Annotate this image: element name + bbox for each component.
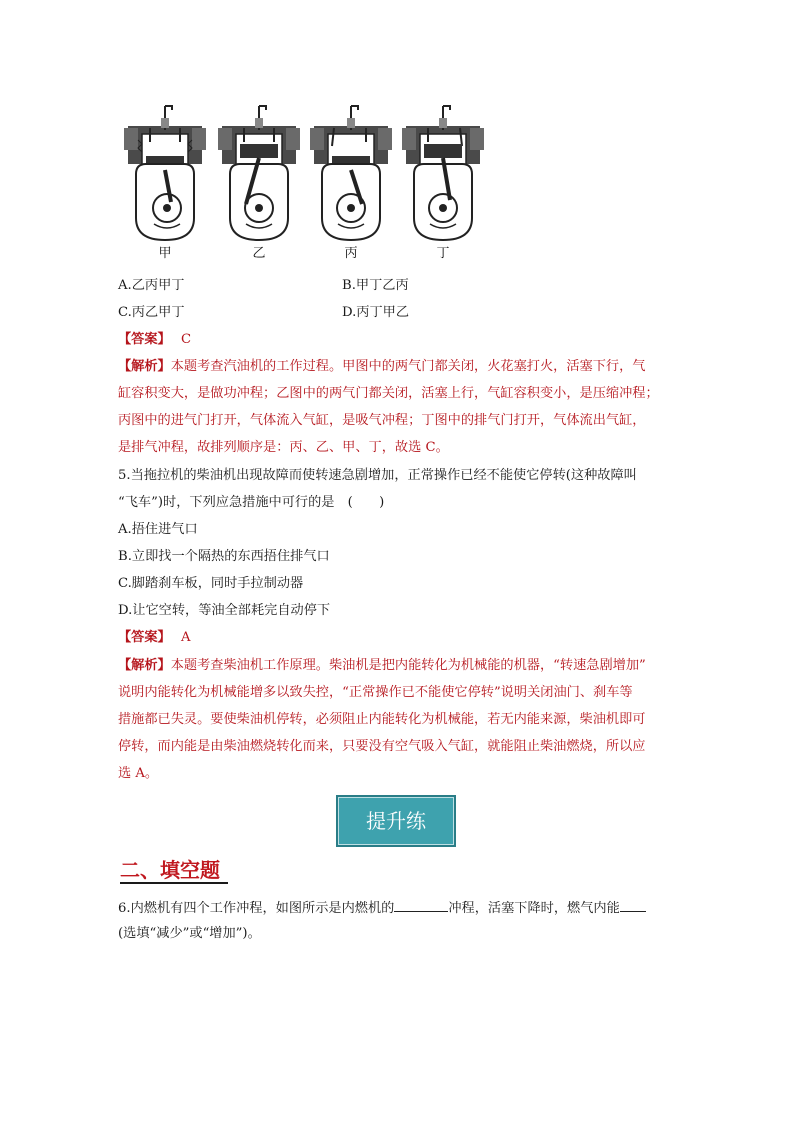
q6-text-b: 冲程，活塞下降时，燃气内能: [448, 901, 620, 916]
engine-diagram-ding: [400, 100, 486, 261]
q5-analysis-line-2: 说明内能转化为机械能增多以致失控，“正常操作已不能使它停转”说明关闭油门、刹车等: [118, 685, 633, 700]
q4-answer: [118, 330, 191, 350]
engine-label-jia: 甲: [158, 246, 172, 261]
q5-analysis-line-4: 停转，而内能是由柴油燃烧转化而来，只要没有空气吸入气缸，就能阻止柴油燃烧，所以应: [118, 739, 646, 754]
engine-label-yi: 乙: [252, 246, 266, 261]
q5-stem-line-1: 5.当拖拉机的柴油机出现故障而使转速急剧增加，正常操作已经不能使它停转(这种故障叫: [118, 468, 637, 483]
q4-analysis-tag: 【解析】: [118, 359, 171, 374]
q5-analysis-line-1: [118, 652, 678, 679]
engine-label-ding: 丁: [436, 246, 450, 261]
engine-stroke-figure: [118, 100, 478, 262]
q4-answer-value: C: [180, 332, 192, 347]
engine-diagram-yi: [216, 100, 302, 261]
q5-option-c: C.脚踏刹车板，同时手拉制动器: [118, 576, 304, 591]
q5-analysis-line-3: 措施都已失灵。要使柴油机停转，必须阻止内能转化为机械能，若无内能来源，柴油机即可: [118, 712, 646, 727]
engine-diagram-jia: [122, 100, 208, 261]
q4-analysis-line-1: [118, 353, 678, 380]
section-title-underline: [120, 882, 228, 884]
engine-yi-graphic: [216, 100, 302, 245]
q5-stem-line-2: “飞车”)时，下列应急措施中可行的是 ( ): [118, 495, 385, 510]
engine-jia-graphic: [122, 100, 208, 245]
q5-option-b: B.立即找一个隔热的东西捂住排气口: [118, 549, 330, 564]
q5-analysis: [118, 652, 678, 787]
engine-ding-graphic: [400, 100, 486, 245]
q5-answer-value: A: [180, 630, 191, 645]
q4-option-b: B.甲丁乙丙: [342, 278, 409, 293]
q5-analysis-text-1: 本题考查柴油机工作原理。柴油机是把内能转化为机械能的机器，“转速急剧增加”: [170, 658, 646, 673]
engine-bing-graphic: [308, 100, 394, 245]
q4-analysis-line-4: 是排气冲程，故排列顺序是：丙、乙、甲、丁，故选 C。: [118, 440, 449, 455]
q5-option-a: A.捂住进气口: [118, 522, 198, 537]
q4-analysis: [118, 353, 678, 461]
q6-blank-1[interactable]: [394, 897, 448, 912]
q5-analysis-tag: 【解析】: [118, 658, 171, 673]
q4-option-d: D.丙丁甲乙: [342, 305, 410, 320]
engine-diagram-bing: [308, 100, 394, 261]
q5-answer-tag: 【答案】: [118, 630, 171, 645]
engine-label-bing: 丙: [344, 246, 358, 261]
q5-answer: [118, 628, 190, 648]
q6-line-2: (选填“减少”或“增加”)。: [118, 926, 261, 941]
q4-option-a: A.乙丙甲丁: [118, 278, 185, 293]
practice-level-badge: 提升练: [336, 795, 456, 847]
q6-line-1: [118, 897, 646, 919]
q6-blank-2[interactable]: [620, 897, 646, 912]
q4-answer-tag: 【答案】: [118, 332, 171, 347]
q4-analysis-line-2: 缸容积变大，是做功冲程；乙图中的两气门都关闭，活塞上行，气缸容积变小，是压缩冲程；: [118, 386, 659, 401]
q6-text-a: 6.内燃机有四个工作冲程，如图所示是内燃机的: [118, 901, 395, 916]
q4-analysis-text-1: 本题考查汽油机的工作过程。甲图中的两气门都关闭，火花塞打火，活塞下行，气: [170, 359, 646, 374]
q5-analysis-line-5: 选 A。: [118, 766, 159, 781]
q5-option-d: D.让它空转，等油全部耗完自动停下: [118, 603, 331, 618]
section-title: 二、填空题: [120, 858, 220, 882]
q4-option-c: C.丙乙甲丁: [118, 305, 185, 320]
q4-analysis-line-3: 丙图中的进气门打开，气体流入气缸，是吸气冲程；丁图中的排气门打开，气体流出气缸，: [118, 413, 646, 428]
